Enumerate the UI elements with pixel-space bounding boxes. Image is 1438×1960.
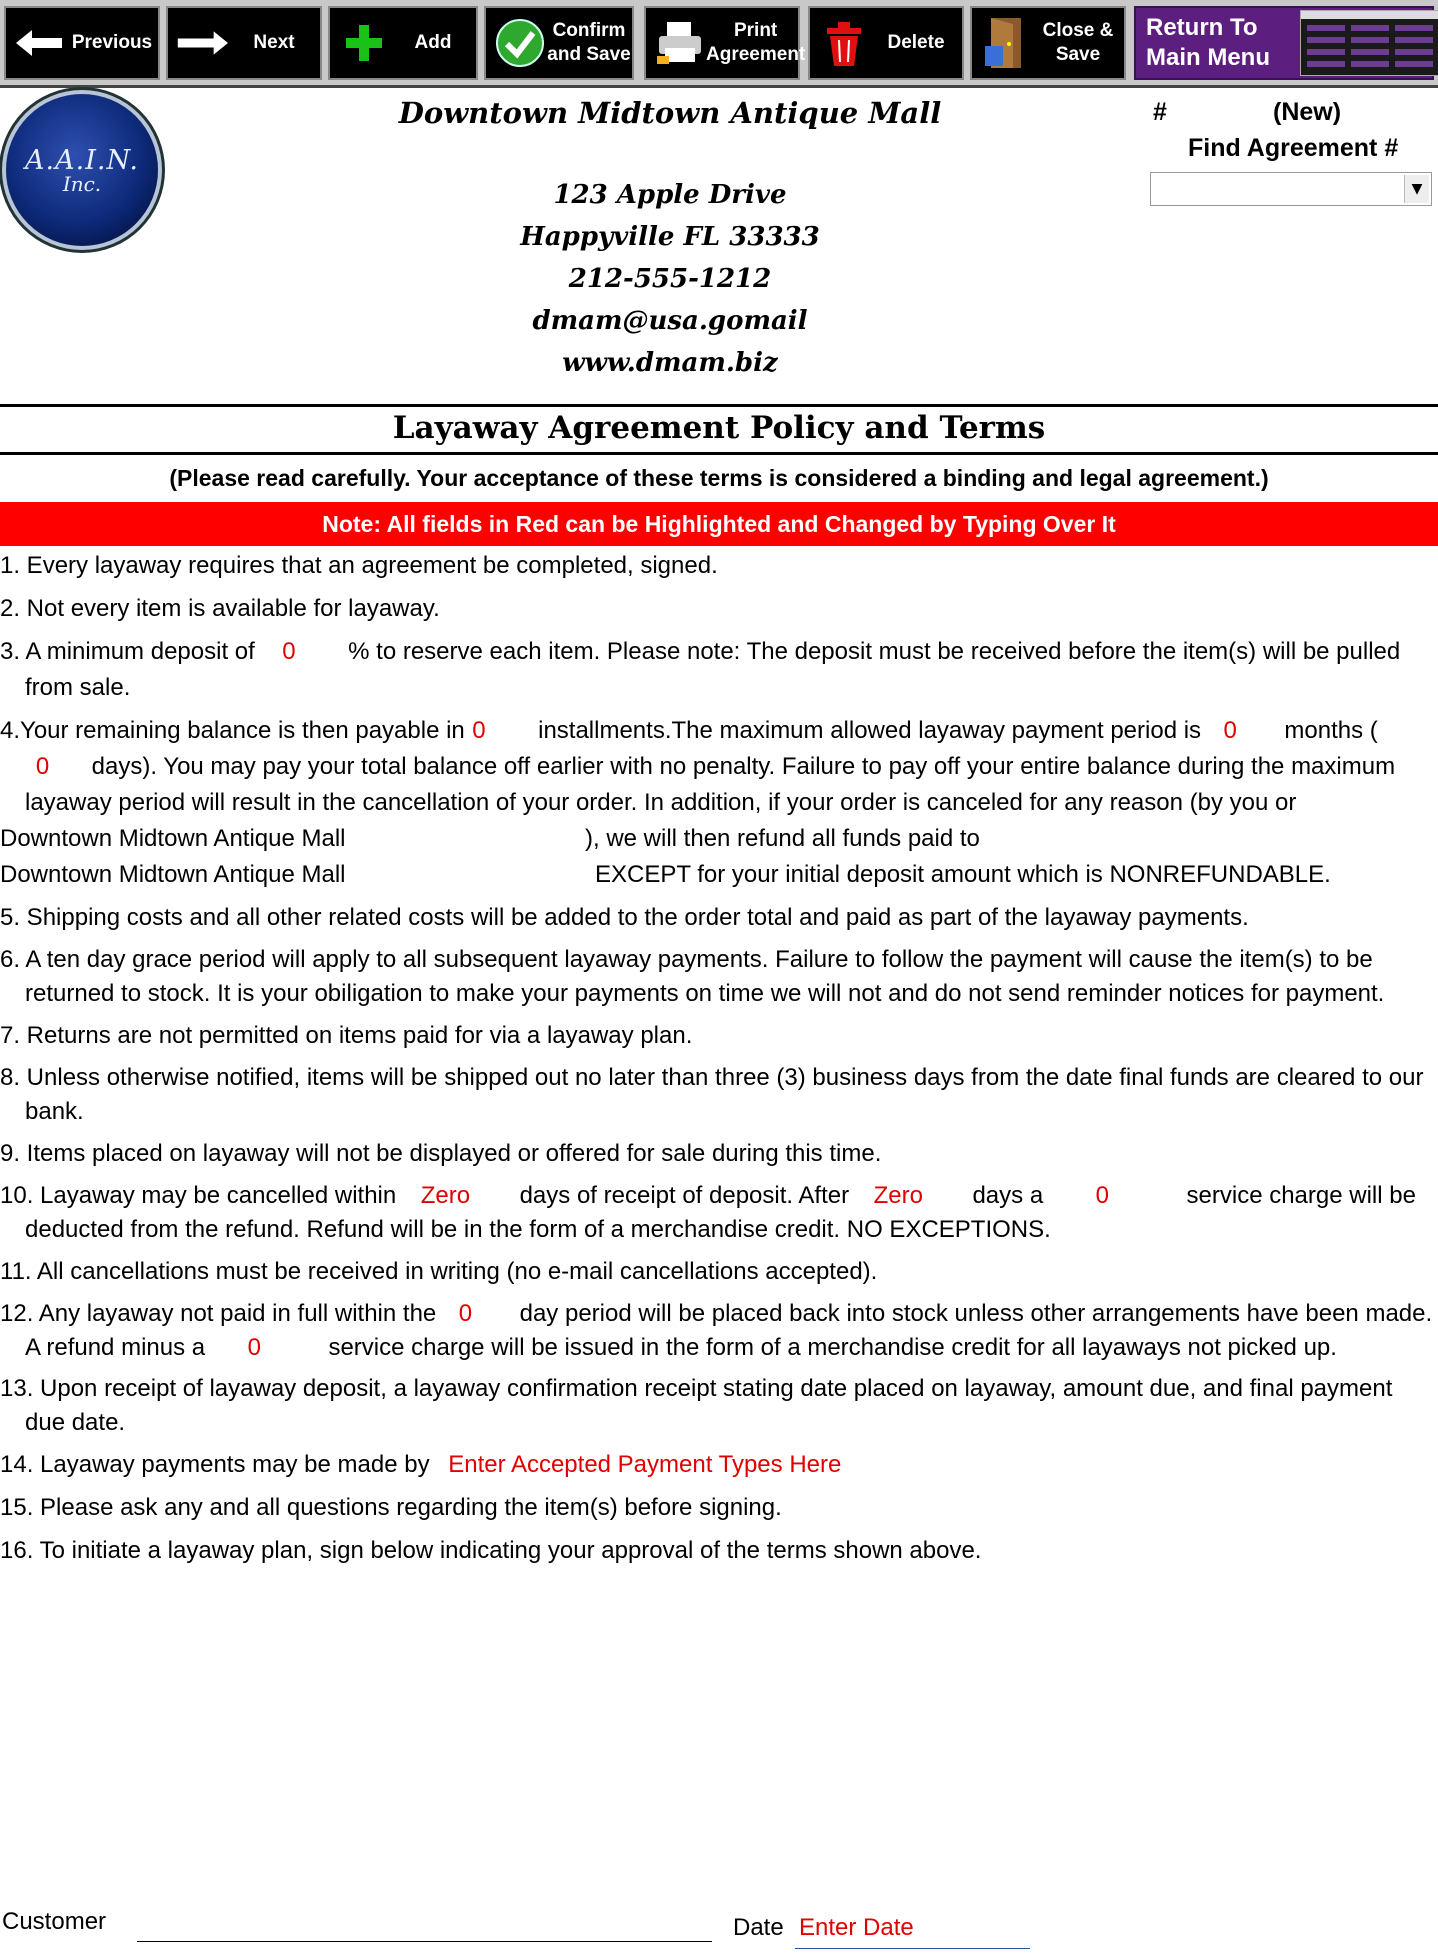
term-11: 11. All cancellations must be received in writing (no e-mail cancellations accepted). bbox=[0, 1258, 878, 1285]
term-10 bbox=[0, 1179, 1434, 1247]
term-12-text-c: service charge will be issued in the form of a merchandise credit for all layaways not picked up. bbox=[328, 1334, 1337, 1361]
term-10-text-b: days of receipt of deposit. After bbox=[519, 1182, 850, 1209]
company-field-2[interactable]: Downtown Midtown Antique Mall bbox=[0, 861, 346, 888]
term-12 bbox=[0, 1297, 1434, 1365]
term-4-text-c: months ( bbox=[1284, 717, 1378, 744]
company-address: 123 Apple Drive bbox=[553, 180, 787, 210]
page-subtitle: (Please read carefully. Your acceptance of these terms is considered a binding and legal agreement.) bbox=[169, 465, 1269, 491]
period-days-field[interactable]: 0 bbox=[458, 1300, 473, 1327]
previous-label: Previous bbox=[71, 32, 153, 53]
print-agreement-button[interactable] bbox=[644, 6, 806, 80]
company-web: www.dmam.biz bbox=[562, 348, 778, 378]
term-9: 9. Items placed on layaway will not be displayed or offered for sale during this time. bbox=[0, 1140, 882, 1167]
customer-label: Customer bbox=[2, 1908, 107, 1935]
add-label: Add bbox=[414, 32, 452, 53]
term-2: 2. Not every item is available for layaway. bbox=[0, 595, 440, 622]
door-icon bbox=[980, 17, 1032, 69]
company-logo bbox=[6, 94, 158, 246]
next-button[interactable] bbox=[166, 6, 322, 80]
confirm-save-button[interactable] bbox=[484, 6, 634, 80]
printer-icon bbox=[654, 17, 706, 69]
term-4-text-e: ), we will then refund all funds paid to bbox=[585, 825, 980, 852]
term-13: 13. Upon receipt of layaway deposit, a layaway confirmation receipt stating date placed on layaway, amount due, and final payment due date. bbox=[0, 1375, 1393, 1436]
payment-types-field[interactable]: Enter Accepted Payment Types Here bbox=[448, 1451, 842, 1478]
toolbar bbox=[0, 0, 1438, 86]
chevron-down-icon[interactable]: ▼ bbox=[1404, 175, 1429, 203]
term-7: 7. Returns are not permitted on items paid for via a layaway plan. bbox=[0, 1022, 693, 1049]
cancel-days-field[interactable]: Zero bbox=[420, 1182, 471, 1209]
add-button[interactable] bbox=[328, 6, 478, 80]
print-agreement-label: Print Agreement bbox=[706, 20, 806, 65]
page-title: Layaway Agreement Policy and Terms bbox=[392, 410, 1046, 446]
term-10-text-d: service charge will be deducted from the refund. Refund will be in the form of a merchandise credit. NO EXCEPTIONS. bbox=[25, 1182, 1416, 1243]
max-days-field[interactable]: 0 bbox=[35, 753, 50, 780]
next-label: Next bbox=[253, 32, 295, 53]
plus-icon bbox=[338, 17, 390, 69]
find-agreement-label: Find Agreement # bbox=[1188, 134, 1399, 162]
logo-line2: Inc. bbox=[62, 171, 102, 196]
term-10-text-a: 10. Layaway may be cancelled within bbox=[0, 1182, 397, 1209]
term-14 bbox=[0, 1447, 1434, 1483]
main-menu-label: Return To Main Menu bbox=[1146, 14, 1270, 71]
close-save-label: Close & Save bbox=[1042, 20, 1114, 65]
term-6: 6. A ten day grace period will apply to all subsequent layaway payments. Failure to follow the payment will cause the item(s) to be returned to stock. It is your obiligation to make your payments on time we will not and do not send reminder notices for payment. bbox=[0, 946, 1385, 1007]
title-bottom-rule bbox=[0, 452, 1438, 455]
find-agreement-select[interactable] bbox=[1150, 172, 1432, 206]
term-4-text-f: EXCEPT for your initial deposit amount which is NONREFUNDABLE. bbox=[595, 861, 1331, 888]
term-5: 5. Shipping costs and all other related costs will be added to the order total and paid as part of the layaway payments. bbox=[0, 904, 1249, 931]
delete-button[interactable] bbox=[808, 6, 964, 80]
company-field-1[interactable]: Downtown Midtown Antique Mall bbox=[0, 825, 346, 852]
company-city: Happyville FL 33333 bbox=[520, 222, 820, 252]
customer-signature-line[interactable] bbox=[137, 1941, 712, 1942]
term-12-text-a: 12. Any layaway not paid in full within the bbox=[0, 1300, 437, 1327]
term-16: 16. To initiate a layaway plan, sign below indicating your approval of the terms shown above. bbox=[0, 1537, 982, 1564]
refund-charge-field[interactable]: 0 bbox=[247, 1334, 261, 1361]
date-underline bbox=[795, 1948, 1030, 1949]
logo-line1: A.A.I.N. bbox=[25, 144, 139, 176]
title-top-rule bbox=[0, 404, 1438, 407]
previous-button[interactable] bbox=[4, 6, 160, 80]
company-email: dmam@usa.gomail bbox=[532, 306, 808, 336]
company-phone: 212-555-1212 bbox=[568, 264, 772, 294]
term-15: 15. Please ask any and all questions regarding the item(s) before signing. bbox=[0, 1494, 782, 1521]
agreement-hash: # bbox=[1153, 98, 1167, 126]
term-8: 8. Unless otherwise notified, items will be shipped out no later than three (3) business days from the date final funds are cleared to our bank. bbox=[0, 1064, 1424, 1125]
term-4-text-a: 4.Your remaining balance is then payable in bbox=[0, 717, 465, 744]
term-14-text-a: 14. Layaway payments may be made by bbox=[0, 1451, 430, 1478]
delete-label: Delete bbox=[887, 32, 945, 53]
menu-thumbnail-icon bbox=[1300, 10, 1438, 76]
toolbar-divider bbox=[0, 85, 1438, 88]
return-main-menu-button[interactable] bbox=[1134, 6, 1434, 80]
arrow-right-icon bbox=[176, 17, 228, 69]
installments-field[interactable]: 0 bbox=[472, 717, 486, 744]
close-save-button[interactable] bbox=[970, 6, 1126, 80]
date-label: Date bbox=[733, 1914, 784, 1941]
agreement-status: (New) bbox=[1273, 98, 1342, 126]
term-3 bbox=[0, 634, 1434, 706]
date-field[interactable]: Enter Date bbox=[799, 1914, 914, 1941]
after-days-field[interactable]: Zero bbox=[873, 1182, 923, 1209]
term-3-text-a: 3. A minimum deposit of bbox=[0, 638, 255, 665]
term-12-text-b: day period will be placed back into stock unless other arrangements have been made. A refund minus a bbox=[25, 1300, 1433, 1361]
company-name: Downtown Midtown Antique Mall bbox=[398, 96, 942, 130]
term-4 bbox=[0, 713, 1434, 893]
terms-list bbox=[0, 548, 1434, 1576]
trash-icon bbox=[818, 17, 870, 69]
term-1: 1. Every layaway requires that an agreement be completed, signed. bbox=[0, 552, 718, 579]
max-months-field[interactable]: 0 bbox=[1223, 717, 1237, 744]
note-banner: Note: All fields in Red can be Highlighted and Changed by Typing Over It bbox=[0, 502, 1438, 546]
term-3-text-b: % to reserve each item. Please note: The deposit must be received before the item(s) will be pulled from sale. bbox=[25, 638, 1401, 701]
service-charge-field[interactable]: 0 bbox=[1095, 1182, 1110, 1209]
deposit-percent-field[interactable]: 0 bbox=[282, 638, 296, 665]
confirm-save-label: Confirm and Save bbox=[547, 20, 631, 65]
checkmark-icon bbox=[494, 17, 546, 69]
arrow-left-icon bbox=[14, 17, 66, 69]
term-10-text-c: days a bbox=[972, 1182, 1044, 1209]
term-4-text-b: installments.The maximum allowed layaway payment period is bbox=[538, 717, 1202, 744]
term-4-text-d: days). You may pay your total balance off earlier with no penalty. Failure to pay off your entire balance during the maximum layaway period will result in the cancellation of your order. In addition, if your order is canceled for any reason (by you or bbox=[25, 753, 1396, 816]
